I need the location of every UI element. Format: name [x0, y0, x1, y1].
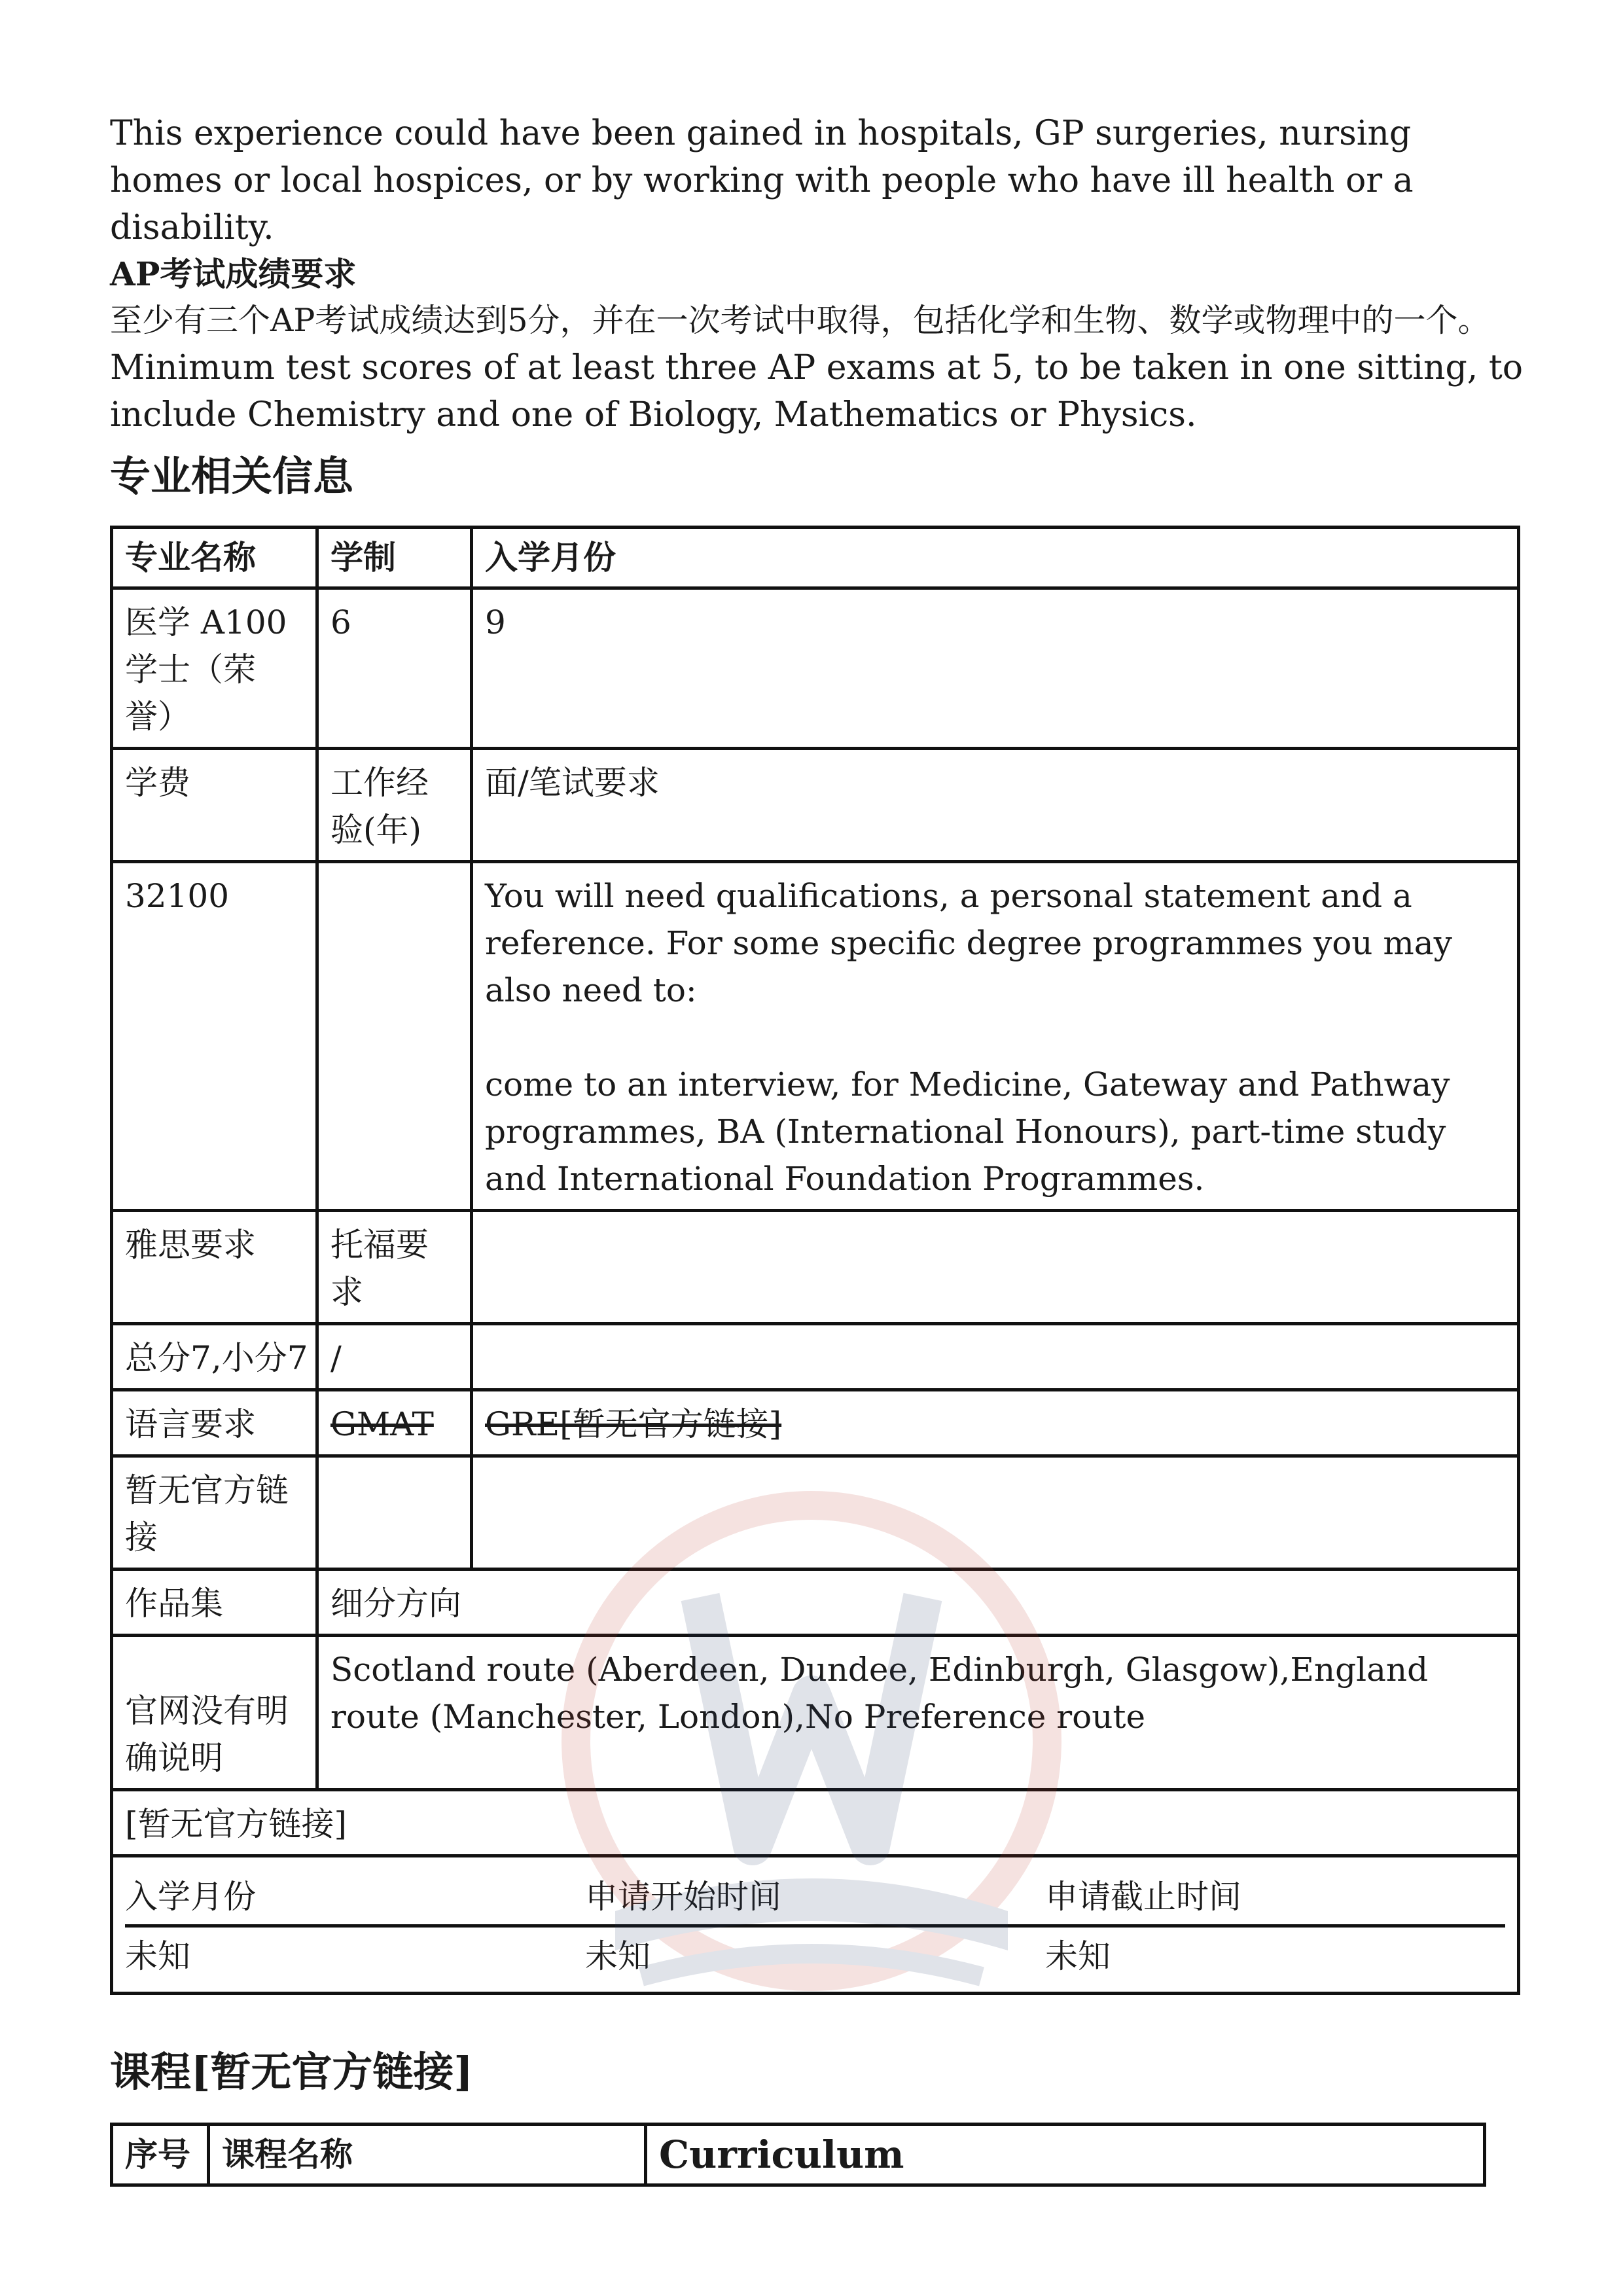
table-row	[112, 1211, 1519, 1324]
course-table	[110, 2123, 1486, 2187]
dates-end-label: 申请截止时间	[1045, 1878, 1241, 1916]
portfolio-label: 作品集	[112, 1570, 317, 1636]
header-index: 序号	[112, 2125, 209, 2185]
gmat-label: GMAT	[317, 1390, 472, 1456]
empty-cell	[317, 1456, 472, 1570]
table-row	[112, 1856, 1519, 1994]
ap-heading: AP考试成绩要求	[110, 255, 357, 293]
table-row	[112, 1570, 1519, 1636]
duration-value: 6	[317, 588, 472, 749]
program-name-value: 医学 A100 学士（荣誉）	[112, 588, 317, 749]
work-experience-value	[317, 862, 472, 1211]
empty-cell	[472, 1324, 1519, 1390]
table-header-row	[112, 528, 1519, 588]
dates-end-value: 未知	[1045, 1937, 1111, 1975]
course-section-title: 课程[暂无官方链接]	[110, 2048, 473, 2096]
dates-header-row	[125, 1873, 1505, 1928]
header-intake-month: 入学月份	[472, 528, 1519, 588]
portfolio-value: 官网没有明确说明	[112, 1636, 317, 1790]
header-course-name: 课程名称	[209, 2125, 646, 2185]
intake-month-value: 9	[472, 588, 1519, 749]
table-row	[112, 588, 1519, 749]
language-label: 语言要求	[112, 1390, 317, 1456]
empty-cell	[472, 1456, 1519, 1570]
header-curriculum: Curriculum	[646, 2125, 1485, 2185]
table-row	[112, 1390, 1519, 1456]
interview-paragraph-1: You will need qualifications, a personal statement and a reference. For some specific degree programmes you may also need to:	[485, 877, 1452, 1009]
program-section-title: 专业相关信息	[110, 452, 354, 500]
table-row	[112, 1790, 1519, 1856]
dates-intake-label: 入学月份	[125, 1878, 256, 1916]
link-note: [暂无官方链接]	[112, 1790, 1519, 1856]
direction-value: Scotland route (Aberdeen, Dundee, Edinburgh, Glasgow),England route (Manchester, London),No Preference route	[317, 1636, 1519, 1790]
tuition-value: 32100	[112, 862, 317, 1211]
program-info-table	[110, 526, 1520, 1995]
course-header-row	[112, 2125, 1485, 2185]
header-program-name: 专业名称	[112, 528, 317, 588]
direction-label: 细分方向	[317, 1570, 1519, 1636]
language-value: 暂无官方链接	[112, 1456, 317, 1570]
application-dates	[112, 1856, 1519, 1994]
table-row	[112, 1636, 1519, 1790]
toefl-value: /	[317, 1324, 472, 1390]
table-row	[112, 862, 1519, 1211]
work-experience-label: 工作经验(年)	[317, 749, 472, 862]
header-duration: 学制	[317, 528, 472, 588]
interview-label: 面/笔试要求	[472, 749, 1519, 862]
interview-requirement	[472, 862, 1519, 1211]
empty-cell	[472, 1211, 1519, 1324]
ap-requirement-cn: 至少有三个AP考试成绩达到5分，并在一次考试中取得，包括化学和生物、数学或物理中的一个。	[110, 302, 1490, 339]
dates-start-label: 申请开始时间	[585, 1878, 781, 1916]
dates-intake-value: 未知	[125, 1937, 190, 1975]
document-page	[110, 110, 1524, 2177]
dates-value-row	[125, 1933, 1505, 1980]
table-row	[112, 1324, 1519, 1390]
dates-start-value: 未知	[585, 1937, 651, 1975]
interview-paragraph-2: come to an interview, for Medicine, Gateway and Pathway programmes, BA (International Honours), part-time study and International Foundation Programmes.	[485, 1066, 1450, 1198]
ielts-value: 总分7,小分7	[112, 1324, 317, 1390]
experience-paragraph: This experience could have been gained in hospitals, GP surgeries, nursing homes or local hospices, or by working with people who have ill health or a disability.	[110, 114, 1414, 247]
toefl-label: 托福要求	[317, 1211, 472, 1324]
gre-label: GRE[暂无官方链接]	[472, 1390, 1519, 1456]
ielts-label: 雅思要求	[112, 1211, 317, 1324]
ap-requirement-en: Minimum test scores of at least three AP exams at 5, to be taken in one sitting, to include Chemistry and one of Biology, Mathematics or Physics.	[110, 348, 1524, 435]
table-row	[112, 1456, 1519, 1570]
table-row	[112, 749, 1519, 862]
tuition-label: 学费	[112, 749, 317, 862]
